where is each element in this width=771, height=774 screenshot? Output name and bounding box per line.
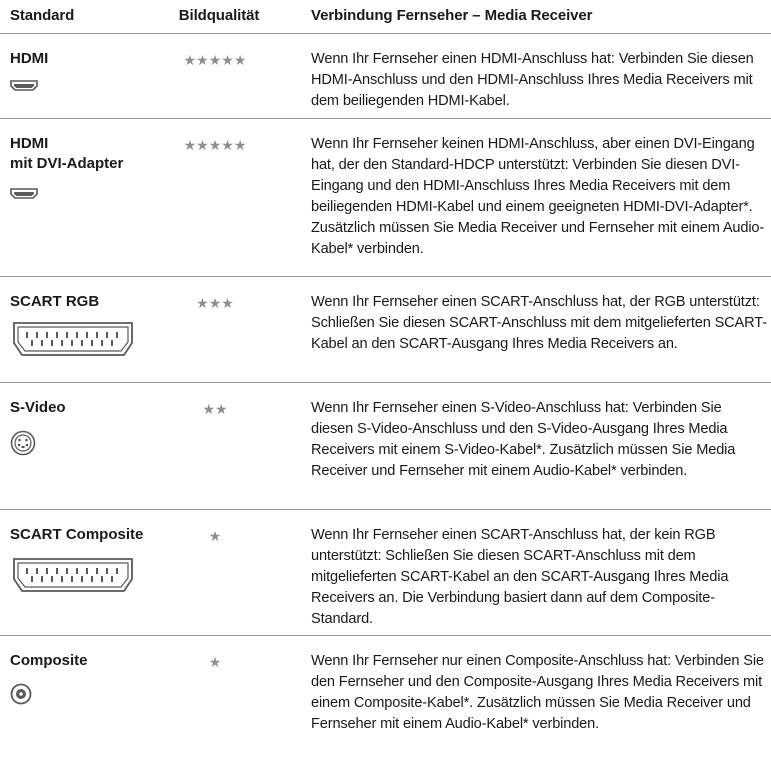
standard-name: HDMI: [10, 135, 49, 152]
table-row-hdmi: [0, 34, 771, 119]
connection-description: Wenn Ihr Fernseher keinen HDMI-Anschluss, aber einen DVI-Eingang hat, der den Standard-HDCP unterstützt: Verbinden Sie diesen DVI-Eingang und den HDMI-Anschluss Ihres Media Receivers mit dem beiliegenden HDMI-Kabel und einem geeigneten HDMI-DVI-Adapter*. Zusätzlich müssen Sie Media Receiver und Fernseher mit einem Audio-Kabel* verbinden.: [311, 136, 765, 258]
table-header-row: [0, 0, 771, 34]
composite-port-icon: [10, 683, 32, 705]
standard-name: Composite: [10, 652, 88, 669]
quality-stars: ★★★★★: [183, 137, 247, 153]
connection-description: Wenn Ihr Fernseher einen S-Video-Anschluss hat: Verbinden Sie diesen S-Video-Anschluss und den S-Video-Ausgang Ihres Media Receivers mit einem S-Video-Kabel*. Zusätzlich müssen Sie Media Receiver und Fernseher mit einem Audio-Kabel* verbinden.: [311, 400, 736, 480]
table-row-hdmi-dvi: [0, 119, 771, 277]
scart-port-icon: [10, 321, 136, 357]
quality-stars: ★★★★★: [183, 52, 247, 68]
column-header-standard: Standard: [10, 7, 75, 24]
quality-stars: ★: [208, 654, 222, 670]
column-header-quality: Bildqualität: [178, 7, 260, 24]
standard-name: S-Video: [10, 399, 66, 416]
quality-stars: ★★: [202, 401, 228, 417]
svideo-port-icon: [10, 430, 36, 456]
standard-name: HDMI: [10, 50, 49, 67]
scart-port-icon: [10, 557, 136, 593]
table-row-composite: [0, 636, 771, 774]
table-row-scart-composite: [0, 510, 771, 636]
quality-stars: ★★★: [196, 295, 234, 311]
hdmi-port-icon: [10, 186, 38, 200]
standard-name: SCART RGB: [10, 293, 100, 310]
standard-name: SCART Composite: [10, 526, 144, 543]
connection-description: Wenn Ihr Fernseher einen HDMI-Anschluss hat: Verbinden Sie diesen HDMI-Anschluss und den HDMI-Anschluss Ihres Media Receivers mit dem beiliegenden HDMI-Kabel.: [311, 51, 754, 110]
connection-description: Wenn Ihr Fernseher einen SCART-Anschluss hat, der kein RGB unterstützt: Schließen Sie diesen SCART-Anschluss mit dem mitgelieferten SCART-Kabel an den SCART-Ausgang Ihres Media Receivers an. Die Verbindung basiert dann auf dem Composite-Standard.: [311, 527, 729, 628]
quality-stars: ★: [208, 528, 222, 544]
hdmi-port-icon: [10, 78, 38, 92]
standard-name-line-2: mit DVI-Adapter: [10, 155, 124, 172]
connection-description: Wenn Ihr Fernseher nur einen Composite-Anschluss hat: Verbinden Sie den Fernseher und den Composite-Ausgang Ihres Media Receivers mit einem Composite-Kabel*. Zusätzlich müssen Sie Media Receiver und Fernseher mit einem Audio-Kabel* verbinden.: [311, 653, 764, 733]
table-row-s-video: [0, 383, 771, 510]
connection-description: Wenn Ihr Fernseher einen SCART-Anschluss hat, der RGB unterstützt: Schließen Sie diesen SCART-Anschluss mit dem mitgelieferten SCART-Kabel an den SCART-Ausgang Ihres Media Receivers an.: [311, 294, 767, 353]
column-header-connection: Verbindung Fernseher – Media Receiver: [311, 7, 593, 24]
table-row-scart-rgb: [0, 277, 771, 383]
